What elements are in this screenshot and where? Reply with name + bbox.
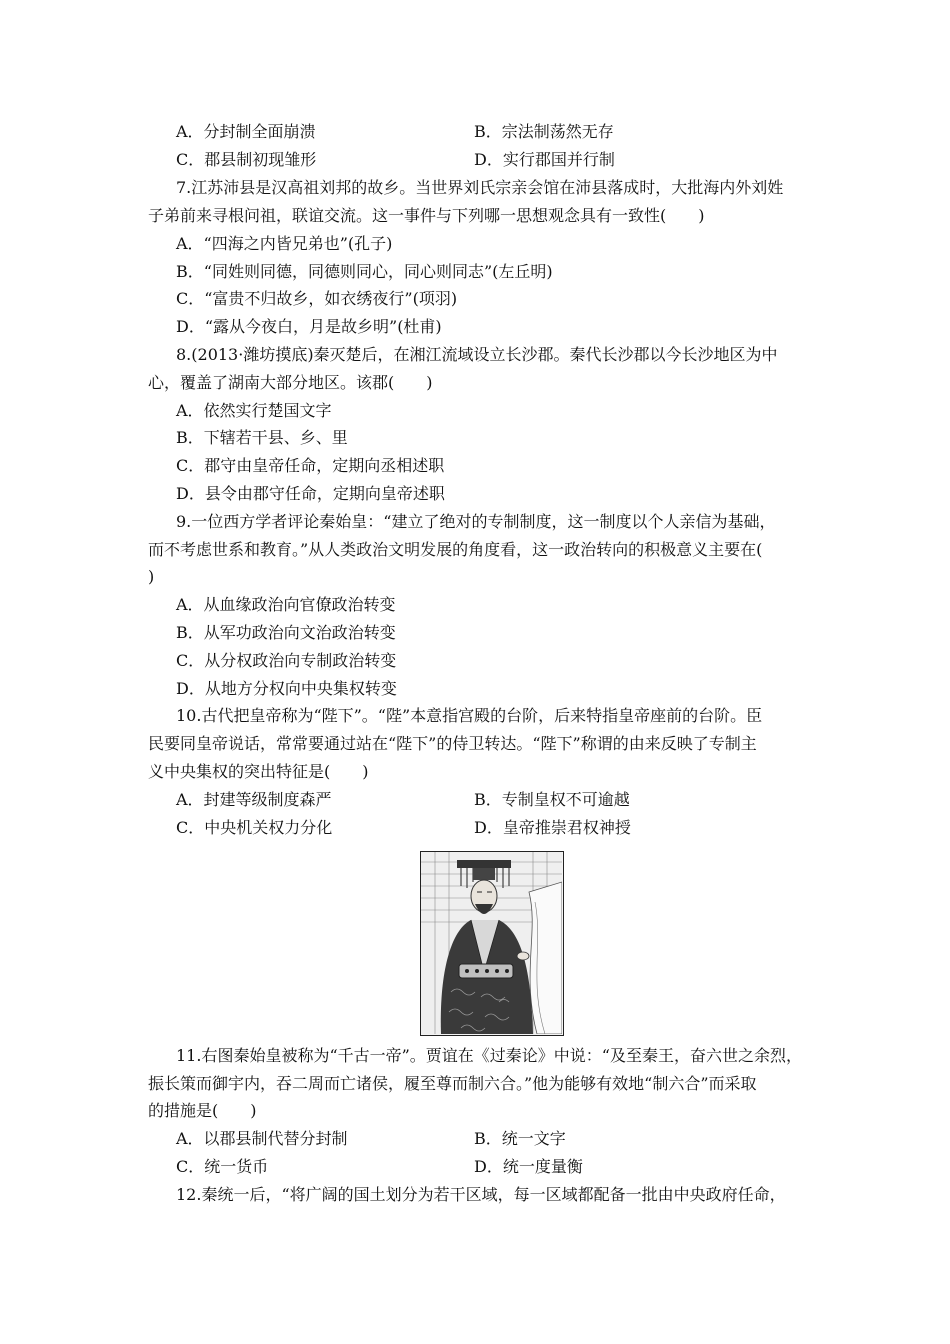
q8-stem-line-1: 8.(2013·潍坊摸底)秦灭楚后，在湘江流域设立长沙郡。秦代长沙郡以今长沙地区为中 — [176, 345, 778, 364]
q11-option-a: A．以郡县制代替分封制 — [176, 1129, 348, 1148]
q11-stem-line-3: 的措施是( ) — [148, 1101, 257, 1120]
q8-option-a: A．依然实行楚国文字 — [176, 401, 332, 420]
q8-option-d: D．县令由郡守任命，定期向皇帝述职 — [176, 484, 445, 503]
q9-stem-line-2: 而不考虑世系和教育。”从人类政治文明发展的角度看，这一政治转向的积极意义主要在( — [148, 540, 763, 559]
q11-option-b: B．统一文字 — [474, 1129, 566, 1148]
q8-stem-line-2: 心，覆盖了湖南大部分地区。该郡( ) — [148, 373, 433, 392]
q8-option-b: B．下辖若干县、乡、里 — [176, 428, 348, 447]
q10-stem-line-1: 10.古代把皇帝称为“陛下”。“陛”本意指宫殿的台阶，后来特指皇帝座前的台阶。臣 — [176, 706, 763, 725]
q7-option-b: B．“同姓则同德，同德则同心，同心则同志”(左丘明) — [176, 262, 553, 281]
q6-option-b: B．宗法制荡然无存 — [474, 122, 614, 141]
q9-option-d: D．从地方分权向中央集权转变 — [176, 679, 397, 698]
q11-stem-line-2: 振长策而御宇内，吞二周而亡诸侯，履至尊而制六合。”他为能够有效地“制六合”而采取 — [148, 1074, 757, 1093]
q10-option-b: B．专制皇权不可逾越 — [474, 790, 630, 809]
q10-stem-line-2: 民要同皇帝说话，常常要通过站在“陛下”的侍卫转达。“陛下”称谓的由来反映了专制主 — [148, 734, 757, 753]
q6-option-a: A．分封制全面崩溃 — [176, 122, 316, 141]
q10-option-c: C．中央机关权力分化 — [176, 818, 333, 837]
q9-stem-line-1: 9.一位西方学者评论秦始皇：“建立了绝对的专制制度，这一制度以个人亲信为基础， — [176, 512, 776, 531]
q10-option-a: A．封建等级制度森严 — [176, 790, 332, 809]
q10-stem-line-3: 义中央集权的突出特征是( ) — [148, 762, 369, 781]
q9-option-c: C．从分权政治向专制政治转变 — [176, 651, 397, 670]
q7-option-c: C．“富贵不归故乡，如衣绣夜行”(项羽) — [176, 289, 458, 308]
q7-stem-line-2: 子弟前来寻根问祖，联谊交流。这一事件与下列哪一思想观念具有一致性( ) — [148, 206, 705, 225]
q8-option-c: C．郡守由皇帝任命，定期向丞相述职 — [176, 456, 445, 475]
q11-stem-line-1: 11.右图秦始皇被称为“千古一帝”。贾谊在《过秦论》中说：“及至秦王，奋六世之余烈， — [176, 1046, 802, 1065]
q7-option-a: A．“四海之内皆兄弟也”(孔子) — [176, 234, 393, 253]
q6-option-c: C．郡县制初现雏形 — [176, 150, 317, 169]
q9-stem-line-3: ) — [148, 567, 155, 586]
q6-option-d: D．实行郡国并行制 — [474, 150, 615, 169]
q10-option-d: D．皇帝推崇君权神授 — [474, 818, 631, 837]
q9-option-b: B．从军功政治向文治政治转变 — [176, 623, 396, 642]
q12-stem-line-1: 12.秦统一后，“将广阔的国土划分为若干区域，每一区域都配备一批由中央政府任命， — [176, 1185, 786, 1204]
q11-option-d: D．统一度量衡 — [474, 1157, 583, 1176]
qin-shihuang-portrait — [420, 851, 564, 1036]
portrait-illustration — [421, 852, 562, 1034]
q11-option-c: C．统一货币 — [176, 1157, 269, 1176]
q9-option-a: A．从血缘政治向官僚政治转变 — [176, 595, 396, 614]
q7-option-d: D．“露从今夜白，月是故乡明”(杜甫) — [176, 317, 442, 336]
q7-stem-line-1: 7.江苏沛县是汉高祖刘邦的故乡。当世界刘氏宗亲会馆在沛县落成时，大批海内外刘姓 — [176, 178, 784, 197]
